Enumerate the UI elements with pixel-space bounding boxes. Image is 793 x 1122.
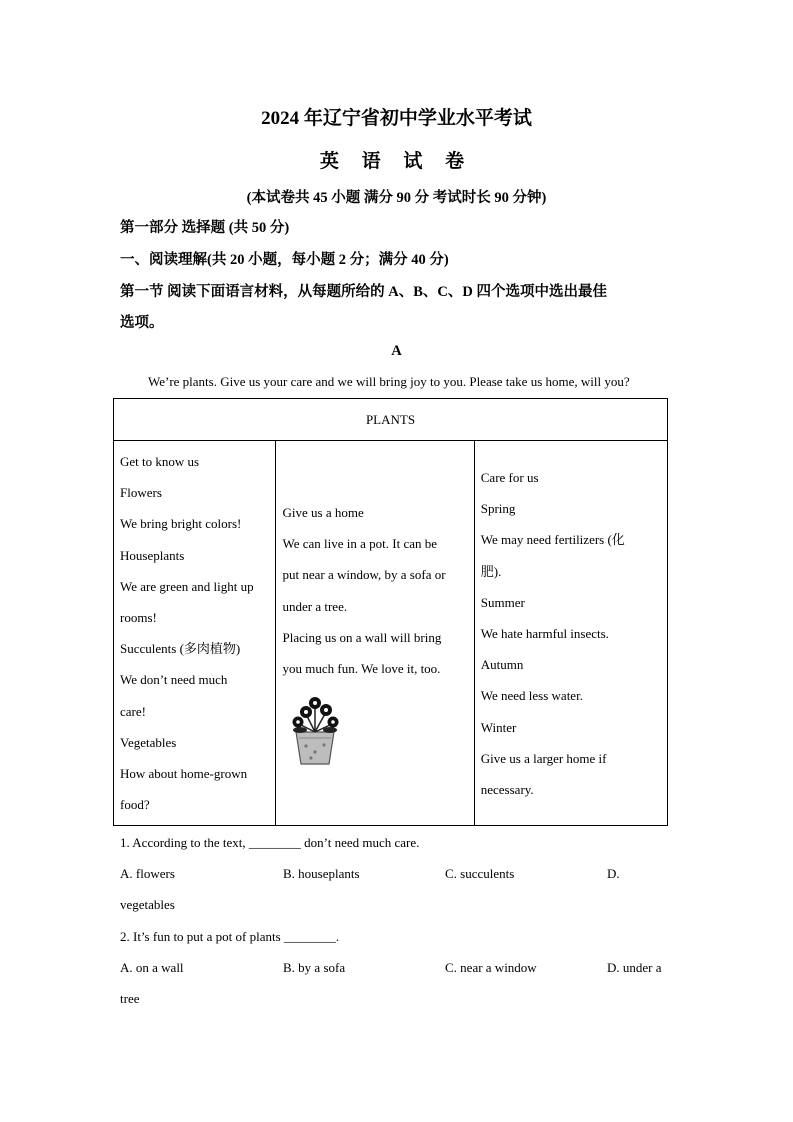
question-1-stem: 1. According to the text, ________ don’t need much care. [120,835,420,850]
column-get-to-know-us [114,441,276,826]
col3-line: Give us a larger home if [480,750,607,766]
question-1-option-b[interactable]: B. houseplants [283,866,360,881]
col2-line: put near a window, by a sofa or [282,567,446,583]
question-1-option-c[interactable]: C. succulents [445,866,515,881]
section-title: 一、阅读理解(共 20 小题，每小题 2 分；满分 40 分) [120,252,449,268]
col1-line: How about home-grown [120,766,248,782]
col1-line: We don’t need much [120,672,228,688]
col1-line: Vegetables [120,734,177,750]
instruction-line-2: 选项。 [120,315,164,331]
col3-line: necessary. [480,782,534,798]
question-2-option-b[interactable]: B. by a sofa [283,960,346,975]
col1-line: care! [120,703,146,719]
col3-line: Winter [480,719,517,735]
col2-line: you much fun. We love it, too. [282,661,441,677]
col3-line: Summer [480,594,525,610]
col2-line: Placing us on a wall will bring [282,629,442,645]
col1-line: Get to know us [120,454,200,469]
question-2-option-d[interactable]: D. under a [607,960,662,975]
col3-line: We need less water. [480,688,583,704]
question-1-option-d[interactable]: D. [607,866,620,881]
col1-line: Succulents (多肉植物) [120,641,241,657]
question-2-option-a[interactable]: A. on a wall [120,960,184,975]
exam-subtitle: 英 语 试 卷 [319,151,474,172]
column-care-for-us [474,441,667,826]
col3-line: We may need fertilizers (化 [480,532,625,548]
col2-line: We can live in a pot. It can be [282,536,438,552]
potted-flower-icon [284,694,346,766]
question-1-option-a[interactable]: A. flowers [120,866,175,881]
col1-line: We bring bright colors! [120,516,242,532]
col3-line: Spring [480,501,516,517]
col3-line: 肥). [480,563,502,579]
passage-intro: We’re plants. Give us your care and we will bring joy to you. Please take us home, will you? [148,374,630,389]
question-2-stem: 2. It’s fun to put a pot of plants ________. [120,929,340,944]
column-give-us-a-home [276,441,474,826]
plants-table [113,398,668,826]
passage-letter: A [391,343,402,359]
col3-line: Autumn [480,657,524,673]
part-title: 第一部分 选择题 (共 50 分) [120,220,290,236]
question-2-option-d-wrap[interactable]: tree [120,991,140,1006]
col1-line: Houseplants [120,547,185,563]
col1-line: Flowers [120,485,162,501]
col1-line: rooms! [120,610,157,626]
col1-line: food? [120,797,150,813]
exam-note: (本试卷共 45 小题 满分 90 分 考试时长 90 分钟) [246,190,547,206]
table-header: PLANTS [114,399,668,441]
col1-line: We are green and light up [120,578,254,594]
question-1-option-d-wrap[interactable]: vegetables [120,897,175,912]
col2-line: under a tree. [282,598,348,614]
instruction-line-1: 第一节 阅读下面语言材料，从每题所给的 A、B、C、D 四个选项中选出最佳 [120,284,607,300]
col3-line: We hate harmful insects. [480,626,609,642]
exam-title: 2024 年辽宁省初中学业水平考试 [261,108,532,129]
question-2-option-c[interactable]: C. near a window [445,960,537,975]
col2-line: Give us a home [282,505,364,520]
col3-line: Care for us [480,470,539,485]
